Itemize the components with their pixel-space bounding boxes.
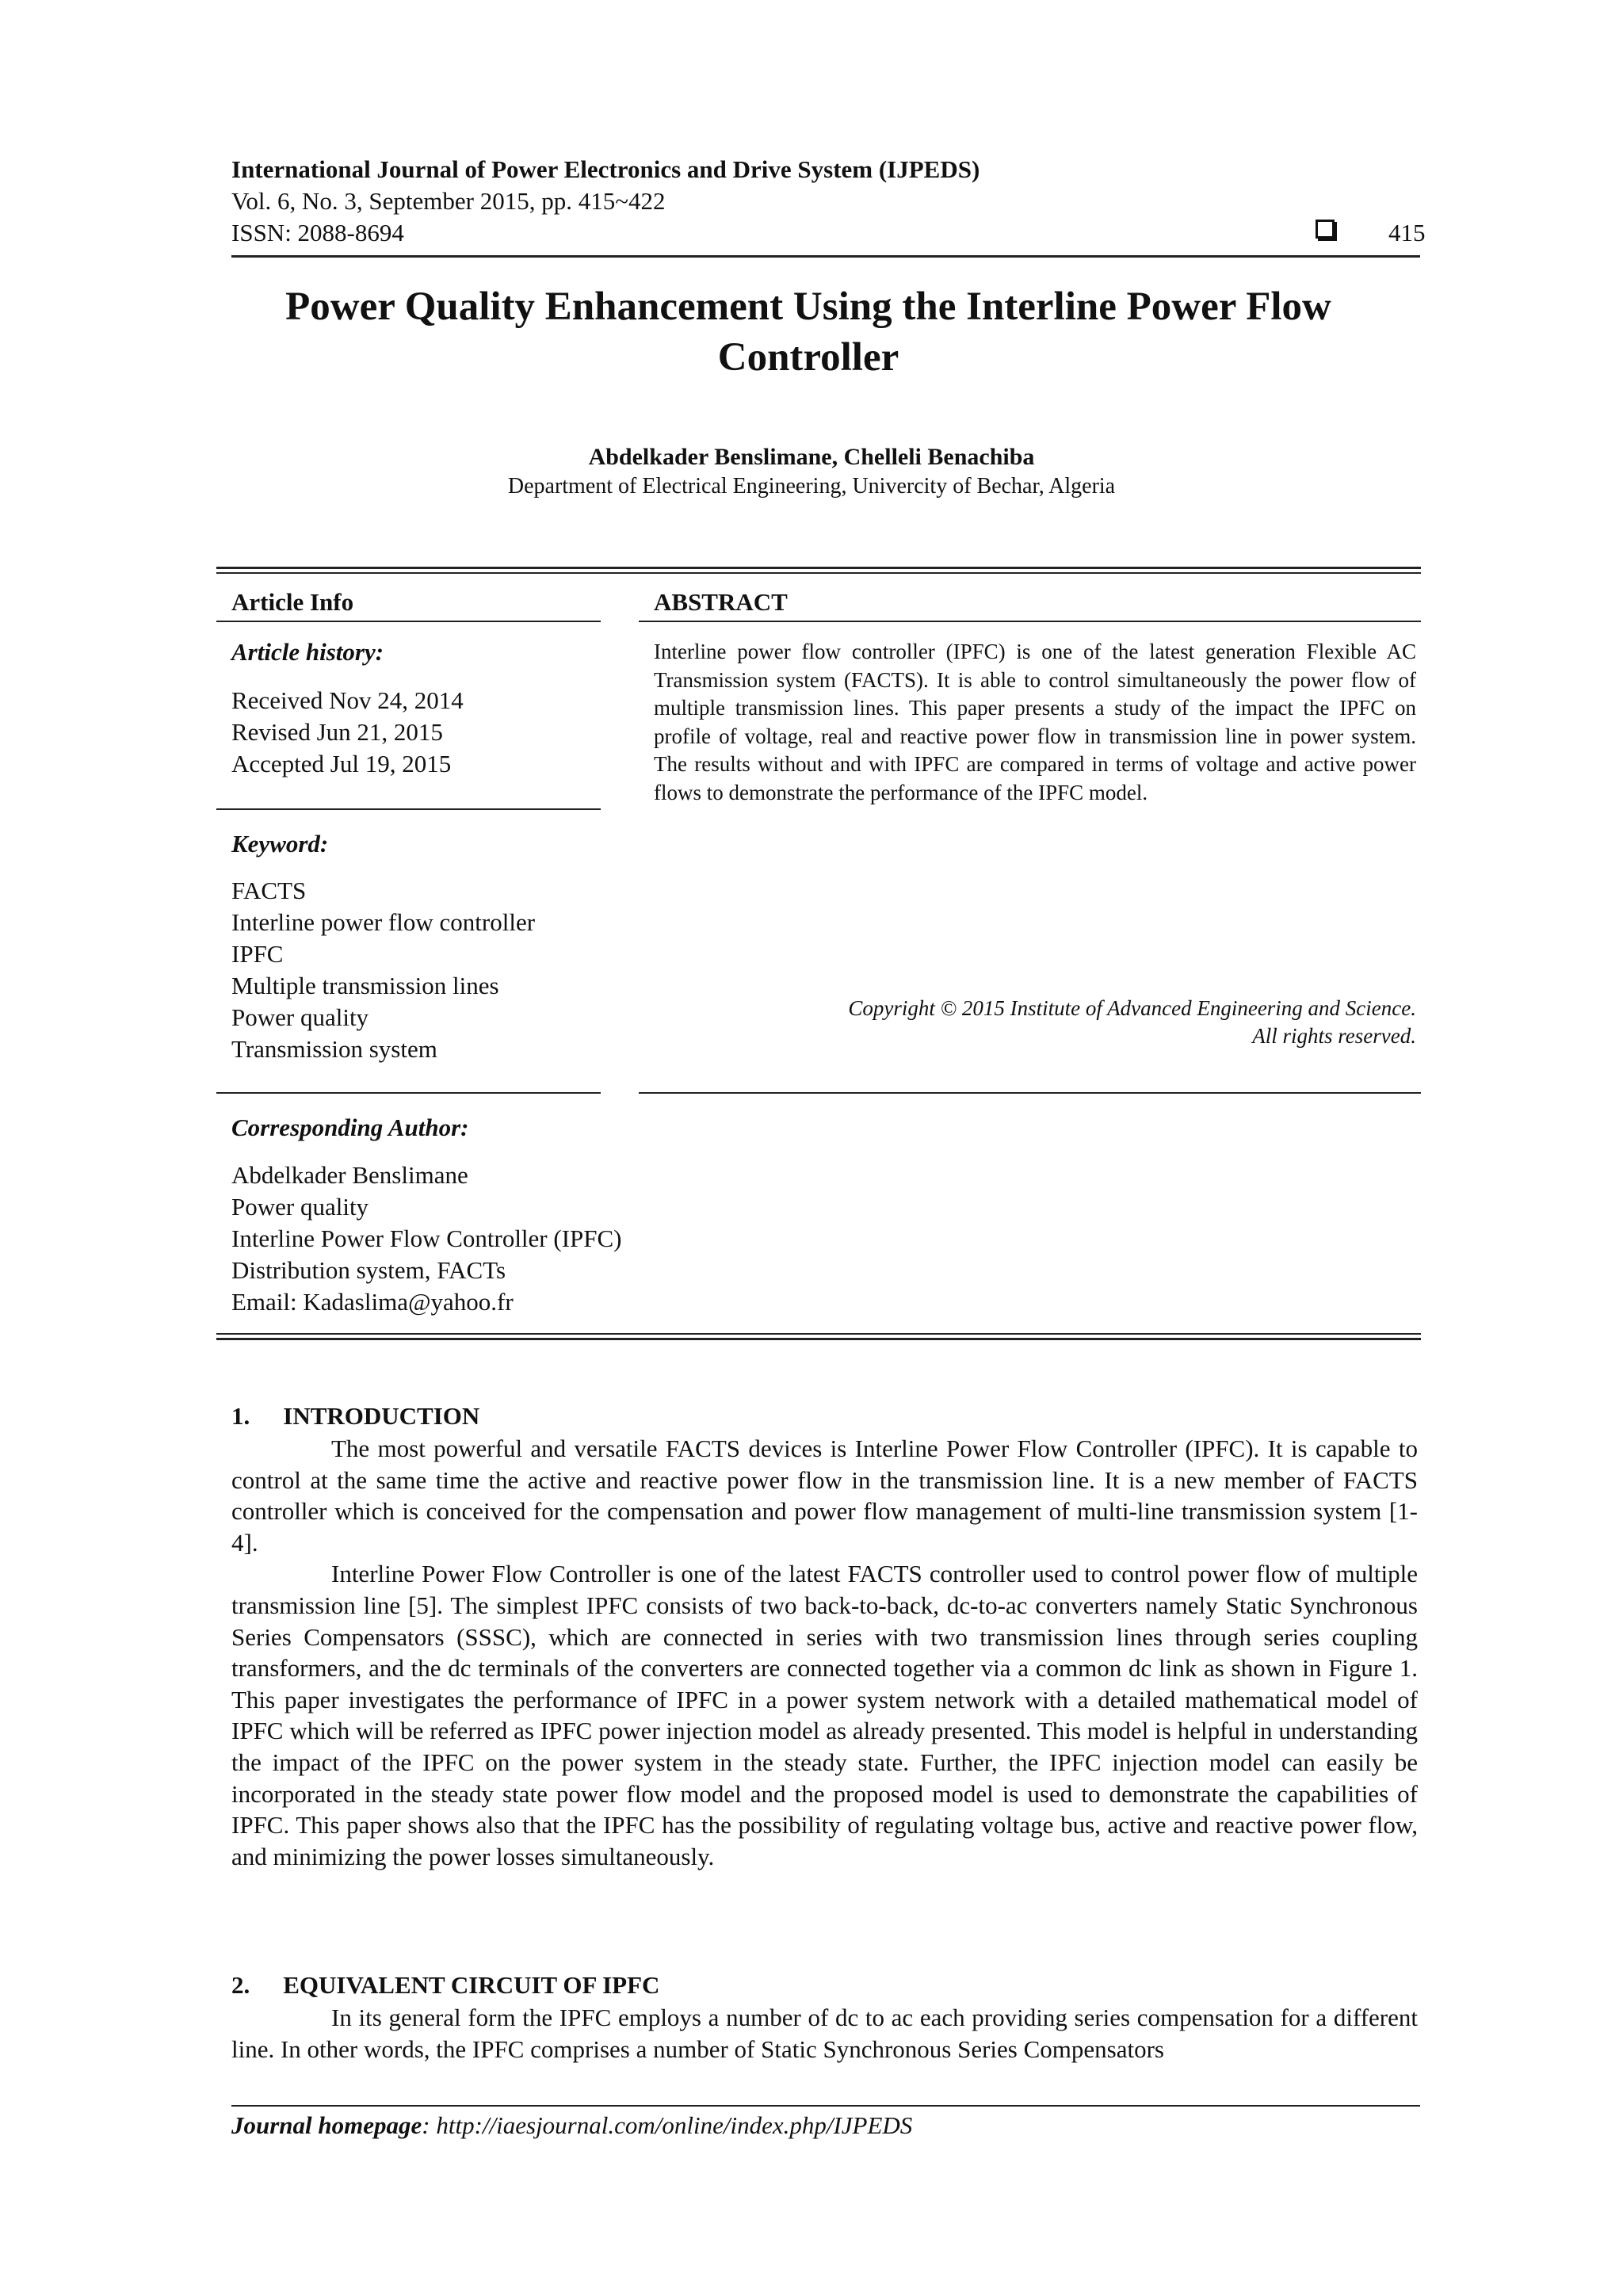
volume-info: Vol. 6, No. 3, September 2015, pp. 415~422 (231, 187, 666, 215)
copyright-notice (654, 995, 1416, 1050)
journal-name: International Journal of Power Electronics and Drive System (IJPEDS) (231, 155, 980, 183)
keyword-item: IPFC (231, 940, 284, 968)
corresponding-heading: Corresponding Author: (231, 1114, 469, 1141)
paper-title: Power Quality Enhancement Using the Interline Power Flow Controller (285, 285, 1331, 380)
section-number: 1. (231, 1402, 250, 1430)
journal-homepage (231, 2111, 912, 2140)
corresponding-line: Interline Power Flow Controller (IPFC) (231, 1224, 622, 1252)
infobox-bottom-rule-2 (216, 1338, 1421, 1340)
abstract-heading: ABSTRACT (654, 588, 788, 616)
affiliation: Department of Electrical Engineering, Univercity of Bechar, Algeria (507, 474, 1116, 499)
copyright-line: Copyright © 2015 Institute of Advanced Engineering and Science. (848, 996, 1416, 1020)
article-history-heading: Article history: (231, 638, 384, 666)
corresponding-email[interactable]: Email: Kadaslima@yahoo.fr (231, 1288, 514, 1316)
keyword-item: Power quality (231, 1003, 369, 1031)
section-title: EQUIVALENT CIRCUIT OF IPFC (283, 1971, 660, 1999)
homepage-url[interactable]: : http://iaesjournal.com/online/index.php/IJPEDS (422, 2111, 913, 2139)
history-accepted: Accepted Jul 19, 2015 (231, 750, 452, 777)
section-title: INTRODUCTION (283, 1402, 480, 1430)
infobox-top-rule (216, 567, 1421, 569)
keyword-item: Multiple transmission lines (231, 972, 499, 999)
history-revised: Revised Jun 21, 2015 (231, 718, 443, 746)
keyword-item: Transmission system (231, 1035, 437, 1063)
section-2-heading (231, 1971, 659, 2000)
keyword-rule (216, 1092, 601, 1094)
homepage-label: Journal homepage (231, 2111, 422, 2139)
issn: ISSN: 2088-8694 (231, 219, 404, 246)
keyword-heading: Keyword: (231, 830, 329, 858)
header-rule (231, 255, 1420, 258)
keyword-item: FACTS (231, 877, 307, 904)
article-info-heading: Article Info (231, 588, 354, 616)
history-rule (216, 808, 601, 810)
paragraph: In its general form the IPFC employs a number of dc to ac each providing series compensation for a different line. In other words, the IPFC comprises a number of Static Synchronous Series Compensators (231, 2004, 1418, 2063)
abstract-text: Interline power flow controller (IPFC) is one of the latest generation Flexible AC Transmission system (FACTS). It is able to control simultaneously the power flow of multiple transmission lines. This paper presents a study of the impact the IPFC on profile of voltage, real and reactive power flow in transmission line in power system. The results without and with IPFC are compared in terms of voltage and active power flows to demonstrate the performance of the IPFC model. (654, 640, 1416, 804)
section-1-heading (231, 1402, 479, 1431)
paragraph: Interline Power Flow Controller is one of the latest FACTS controller used to control power flow of multiple transmission line [5]. The simplest IPFC consists of two back-to-back, dc-to-ac converters namely Static Synchronous Series Compensators (SSSC), which are connected in series with two transmission lines through series coupling transformers, and the dc terminals of the converters are connected together via a common dc link as shown in Figure 1. This paper investigates the performance of IPFC in a power system network with a detailed mathematical model of IPFC which will be referred as IPFC power injection model as already presented. This model is helpful in understanding the impact of the IPFC on the power system in the steady state. Further, the IPFC injection model can easily be incorporated in the steady state power flow model and the proposed model is used to demonstrate the capabilities of IPFC. This paper shows also that the IPFC has the possibility of regulating voltage bus, active and reactive power flow, and minimizing the power losses simultaneously. (231, 1560, 1418, 1870)
corresponding-name: Abdelkader Benslimane (231, 1161, 468, 1189)
keyword-list (231, 875, 535, 1065)
corresponding-details (231, 1159, 622, 1318)
infobox-bottom-rule (216, 1333, 1421, 1335)
section-1-body (231, 1433, 1418, 1872)
page-number: 415 (1388, 219, 1426, 246)
checkbox-square-icon (1316, 220, 1335, 239)
paragraph: The most powerful and versatile FACTS devices is Interline Power Flow Controller (IPFC). It is capable to control at the same time the active and reactive power flow in the transmission line. It is a new member of FACTS controller which is conceived for the compensation and power flow management of multi-line transmission system [1-4]. (231, 1435, 1418, 1557)
corresponding-line: Distribution system, FACTs (231, 1256, 506, 1284)
infobox-top-rule-2 (216, 572, 1421, 574)
footer-rule (231, 2105, 1420, 2107)
section-2-body (231, 2002, 1418, 2065)
corresponding-line: Power quality (231, 1193, 369, 1221)
authors: Abdelkader Benslimane, Chelleli Benachiba (588, 444, 1035, 470)
article-info-rule (216, 621, 601, 622)
keyword-item: Interline power flow controller (231, 908, 536, 936)
abstract-rule (639, 621, 1421, 622)
history-received: Received Nov 24, 2014 (231, 686, 464, 714)
abstract-bottom-rule (639, 1092, 1421, 1094)
section-number: 2. (231, 1971, 250, 1999)
article-history-list (231, 685, 464, 780)
rights-line: All rights reserved. (1252, 1024, 1416, 1048)
